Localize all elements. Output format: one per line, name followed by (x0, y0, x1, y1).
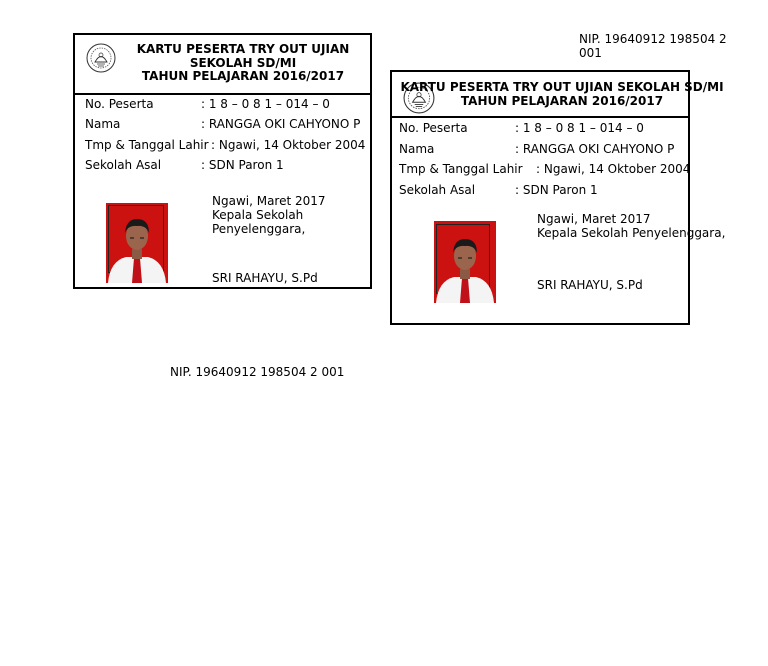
signer-name: SRI RAHAYU, S.Pd (537, 278, 643, 292)
participant-card-1 (73, 33, 372, 289)
signature-place-date: Ngawi, Maret 2017 (537, 212, 651, 226)
field-value-sekolah-asal: : SDN Paron 1 (515, 183, 598, 197)
field-value-tmp-tgl-lahir: : Ngawi, 14 Oktober 2004 (211, 138, 366, 152)
field-label-sekolah-asal: Sekolah Asal (85, 158, 162, 172)
participant-card-2 (390, 70, 726, 325)
card-header (75, 35, 370, 95)
field-label-tmp-tgl-lahir: Tmp & Tanggal Lahir (399, 162, 523, 176)
signer-name: SRI RAHAYU, S.Pd (212, 271, 318, 285)
field-value-no-peserta: : 1 8 – 0 8 1 – 014 – 0 (515, 121, 644, 135)
field-value-no-peserta: : 1 8 – 0 8 1 – 014 – 0 (201, 97, 330, 111)
school-emblem-icon (86, 43, 116, 73)
signature-position-line-1: Kepala Sekolah Penyelenggara, (537, 226, 726, 240)
field-label-tmp-tgl-lahir: Tmp & Tanggal Lahir (85, 138, 209, 152)
field-label-no-peserta: No. Peserta (399, 121, 468, 135)
nip-bottom-text: NIP. 19640912 198504 2 001 (170, 365, 345, 379)
field-label-no-peserta: No. Peserta (85, 97, 154, 111)
field-value-nama: : RANGGA OKI CAHYONO P (515, 142, 675, 156)
participant-photo (434, 221, 496, 303)
participant-photo (106, 203, 168, 283)
nip-top-text: NIP. 19640912 198504 2 001 (579, 32, 727, 60)
field-label-sekolah-asal: Sekolah Asal (399, 183, 476, 197)
field-label-nama: Nama (85, 117, 121, 131)
card-header (392, 72, 724, 118)
field-value-tmp-tgl-lahir: : Ngawi, 14 Oktober 2004 (536, 162, 691, 176)
signature-position-line-1: Kepala Sekolah (212, 208, 304, 222)
field-label-nama: Nama (399, 142, 435, 156)
signature-position-line-2: Penyelenggara, (212, 222, 306, 236)
card-title: KARTU PESERTA TRY OUT UJIAN SEKOLAH SD/MI TAHUN PELAJARAN 2016/2017 (136, 42, 350, 83)
signature-place-date: Ngawi, Maret 2017 (212, 194, 326, 208)
card-title: KARTU PESERTA TRY OUT UJIAN SEKOLAH SD/MI TAHUN PELAJARAN 2016/2017 (400, 80, 724, 108)
field-value-sekolah-asal: : SDN Paron 1 (201, 158, 284, 172)
field-value-nama: : RANGGA OKI CAHYONO P (201, 117, 361, 131)
